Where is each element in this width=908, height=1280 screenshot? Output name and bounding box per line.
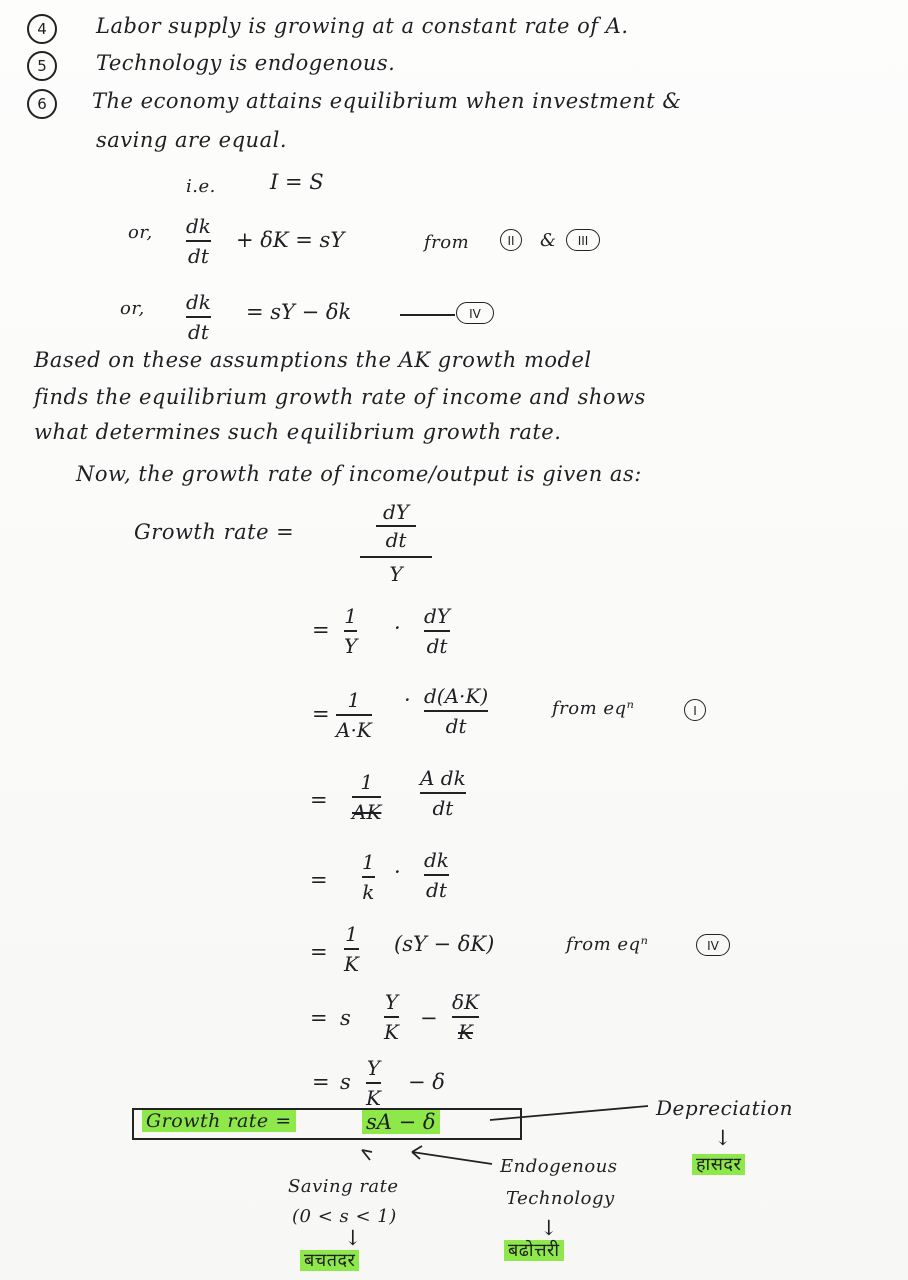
- step4-dot: ·: [394, 860, 401, 884]
- result-formula-highlight: sA − δ: [362, 1110, 440, 1134]
- denominator: K: [366, 1086, 381, 1110]
- numerator: 1: [360, 770, 374, 794]
- saving-rate-label: Saving rate: [288, 1176, 399, 1197]
- step5-equals: =: [310, 940, 328, 964]
- equation-rest-1: + δK = sY: [236, 228, 345, 252]
- or-label-2: or,: [120, 298, 145, 319]
- from-label-1: from: [424, 232, 470, 253]
- denominator: Y: [344, 634, 358, 658]
- step5-note: from eqⁿ: [566, 934, 649, 955]
- depreciation-hindi-highlight: हासदर: [692, 1154, 745, 1175]
- ref-circle-II: II: [500, 229, 522, 251]
- technology-label: Technology: [506, 1188, 615, 1209]
- saving-hindi-highlight: बचतदर: [300, 1250, 359, 1271]
- step6-s: s: [340, 1006, 351, 1030]
- denominator: dt: [426, 634, 448, 658]
- denominator: AK: [352, 800, 382, 824]
- equation-rest-iv: = sY − δk: [246, 300, 352, 324]
- numerator: 1: [344, 604, 357, 628]
- denominator: K: [458, 1020, 473, 1044]
- denominator: dt: [188, 320, 209, 344]
- step3-equals: =: [310, 788, 328, 812]
- denominator: k: [362, 880, 375, 904]
- numerator: dk: [186, 290, 211, 314]
- numerator: dY: [424, 604, 451, 628]
- item-number-6: 6: [27, 89, 57, 119]
- ampersand: &: [540, 230, 557, 251]
- endogenous-label: Endogenous: [500, 1156, 618, 1177]
- tech-hindi-highlight: बढोत्तरी: [504, 1240, 564, 1261]
- step7-rest: − δ: [408, 1070, 445, 1094]
- denominator: A·K: [336, 718, 372, 742]
- result-label-highlight: Growth rate =: [142, 1110, 296, 1132]
- assumption-4-text: Labor supply is growing at a constant rate of A.: [96, 14, 629, 38]
- step1-dot: ·: [394, 616, 401, 640]
- equilibrium-condition: I = S: [270, 170, 324, 194]
- numerator: 1: [347, 688, 361, 712]
- paragraph-line-2: finds the equilibrium growth rate of income and shows: [34, 385, 646, 409]
- step2-equals: =: [312, 702, 330, 726]
- step6-equals: =: [310, 1006, 328, 1030]
- step7-equals: =: [312, 1070, 330, 1094]
- step6-minus: −: [420, 1006, 438, 1030]
- ref-circle-IV: IV: [456, 302, 494, 324]
- denominator: dt: [445, 714, 467, 738]
- saving-pointer: [362, 1150, 372, 1160]
- denominator: dt: [432, 796, 454, 820]
- now-line: Now, the growth rate of income/output is given as:: [76, 462, 642, 486]
- step1-equals: =: [312, 618, 330, 642]
- growth-rate-label: Growth rate =: [134, 520, 295, 544]
- saving-arrow: ↓: [344, 1226, 363, 1250]
- numerator: d(A·K): [424, 684, 489, 708]
- or-label-1: or,: [128, 222, 153, 243]
- numerator: A dk: [420, 766, 466, 790]
- numerator: Y: [384, 990, 399, 1014]
- over-Y: Y: [389, 562, 403, 586]
- numerator: Y: [366, 1056, 381, 1080]
- denominator: dt: [188, 244, 209, 268]
- saving-rate-range: (0 < s < 1): [292, 1206, 397, 1227]
- assumption-6-text: The economy attains equilibrium when investment &: [92, 89, 682, 113]
- tech-arrow: ↓: [540, 1216, 559, 1240]
- step7-s: s: [340, 1070, 351, 1094]
- step2-note: from eqⁿ: [552, 698, 635, 719]
- numerator: dk: [186, 214, 211, 238]
- denominator: dt: [426, 878, 447, 902]
- depreciation-pointer: [490, 1106, 648, 1120]
- ie-label: i.e.: [186, 176, 216, 197]
- paragraph-line-3: what determines such equilibrium growth rate.: [34, 420, 562, 444]
- paragraph-line-1: Based on these assumptions the AK growth model: [34, 348, 592, 372]
- step5-rest: (sY − δK): [394, 932, 495, 956]
- ref-circle-I: I: [684, 699, 706, 721]
- item-number-4: 4: [27, 14, 57, 44]
- denominator: K: [344, 952, 359, 976]
- numerator: dk: [424, 848, 449, 872]
- assumption-6-continuation: saving are equal.: [96, 128, 287, 152]
- numerator: 1: [362, 850, 375, 874]
- ref-circle-IV-2: IV: [696, 934, 730, 956]
- numerator-dY: dY: [382, 500, 409, 524]
- numerator: 1: [345, 922, 358, 946]
- depreciation-arrow: ↓: [714, 1126, 733, 1150]
- step4-equals: =: [310, 868, 328, 892]
- ref-circle-III: III: [566, 229, 600, 251]
- depreciation-label: Depreciation: [656, 1096, 793, 1120]
- step2-dot: ·: [404, 688, 411, 712]
- technology-pointer: [412, 1146, 492, 1164]
- denominator: K: [384, 1020, 399, 1044]
- assumption-5-text: Technology is endogenous.: [96, 51, 396, 75]
- numerator: δK: [452, 990, 479, 1014]
- denominator-dt: dt: [385, 528, 407, 552]
- item-number-5: 5: [27, 51, 57, 81]
